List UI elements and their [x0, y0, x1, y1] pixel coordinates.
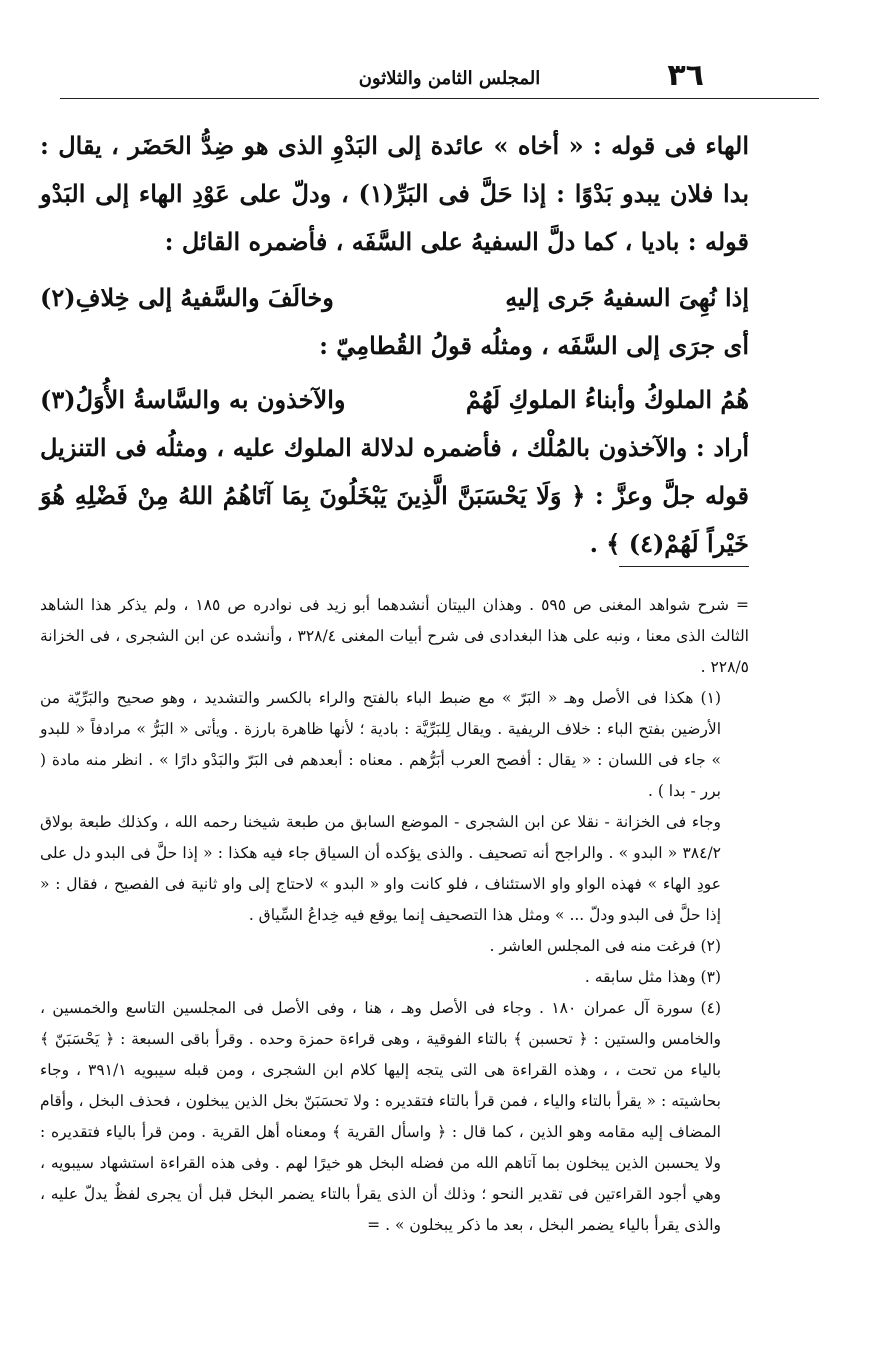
footnotes	[40, 590, 749, 1241]
paragraph-1: الهاء فى قوله : « أخاه » عائدة إلى البَدْوِ الذى هو ضِدُّ الحَضَر ، يقال : بدا فلان يبدو بَدْوًا : إذا حَلَّ فى البَرِّ(١) ، ودلّ على عَوْدِ الهاء إلى البَدْو قوله : باديا ، كما دلَّ السفيهُ على السَّفَه ، فأضمره القائل :	[40, 131, 750, 256]
paragraph-2: أى جرَى إلى السَّفَه ، ومثلُه قولُ القُطامِيّ :	[319, 331, 749, 360]
footnote-4-text: (٤) سورة آل عمران ١٨٠ . وجاء فى الأصل وهـ ، هنا ، وفى الأصل فى المجلسين التاسع والخمسين ، والخامس والستين : ﴿ تحسبن ﴾ بالتاء الفوقية ، وهى قراءة حمزة وحده . وقرأ باقى السبعة : ﴿ يَحْسَبَنّ ﴾ بالياء من تحت ، ، وهذه القراءة هى التى يتجه إليها كلام ابن الشجرى ، ومن قبله سيبويه ٣٩١/١ ، وجاء بحاشيته : « يقرأ بالتاء والياء ، فمن قرأ بالتاء فتقديره : ولا تحسَبَنّ بخل الذين يبخلون ، فحذف البخل ، وأقام المضاف إليه مقامه وهو الذين ، كما قال : ﴿ واسأل القرية ﴾ ومعناه أهل القرية . ومن قرأ بالياء فتقديره : ولا يحسبن الذين يبخلون بما آتاهم الله من فضله البخل هو خيرًا لهم . وفى هذه القراءة استشهاد سيبويه ، وهي أجود القراءتين فى تقدير النحو ؛ وذلك أن الذى يقرأ بالتاء يضمر البخل قبل أن يجرى لفظٌ يدلّ عليه ، والذى يقرأ بالياء يضمر البخل ، بعد ما ذكر يبخلون » .	[40, 999, 722, 1234]
continuation-marker: =	[736, 596, 749, 614]
page-number: ٣٦	[667, 58, 704, 93]
footnote-3: (٣) وهذا مثل سابقه .	[584, 968, 721, 986]
end-continuation-marker: =	[367, 1216, 381, 1234]
footnote-continued	[40, 590, 749, 683]
verse-1-first-hemistich: إذا نُهِىَ السفيهُ جَرى إليهِ	[505, 283, 749, 312]
footnote-continued-text: شرح شواهد المغنى ص ٥٩٥ . وهذان البيتان أنشدهما أبو زيد فى نوادره ص ١٨٥ ، ولم يذكر هذا الشاهد الثالث الذى معنا ، ونبه على هذا البغدادى فى شرح أبيات المغنى ٣٢٨/٤ ، وأنشده عن ابن الشجرى ، فى الخزانة ٢٢٨/٥ .	[40, 596, 749, 676]
footnote-1-continued: وجاء فى الخزانة - نقلا عن ابن الشجرى - الموضع السابق من طبعة شيخنا رحمه الله ، وكذلك طبعة بولاق ٣٨٤/٢ « البدو » . والراجح أنه تصحيف . والذى يؤكده أن السياق جاء فيه هكذا : « إذا حلَّ فى البدو دل على عودِ الهاء » فهذه الواو واو الاستئناف ، فلو كانت واو « البدو » لاحتاج إلى واو ثانية فى الفصيح ، فقال : « إذا حلَّ فى البدو ودلّ ... » ومثل هذا التصحيف إنما يوقع فيه خِداعُ السِّياق .	[40, 813, 721, 924]
main-text	[40, 122, 749, 568]
footnote-4	[40, 993, 749, 1241]
paragraph-3: أراد : والآخذون بالمُلْك ، فأضمره لدلالة الملوك عليه ، ومثلُه فى التنزيل قوله جلَّ وعزَّ : ﴿ وَلَا يَحْسَبَنَّ الَّذِينَ يَبْخَلُونَ بِمَا آتَاهُمُ اللهُ مِنْ فَضْلِهِ هُوَ خَيْراً لَهُمْ(٤) ﴾ .	[40, 433, 749, 558]
footnote-separator	[619, 566, 749, 567]
footnote-1: (١) هكذا فى الأصل وهـ « البَرّ » مع ضبط الباء بالفتح والراء بالكسر والتشديد ، وهو صحيح والبَرِّيّة من الأرضين بفتح الباء : خلاف الريفية . ويقال لِلبَرِّيَّة : بادية ؛ لأنها ظاهرة بارزة . ويأتى « البَرُّ » مرادفاً « للبدو » جاء فى اللسان : « يقال : أفصح العرب أبَرُّهم . معناه : أبعدهم فى البَرّ والبَدْو دارًا » . انظر منه مادة ( برر - بدا ) .	[40, 689, 721, 800]
footnote-2: (٢) فرغت منه فى المجلس العاشر .	[489, 937, 721, 955]
running-head: المجلس الثامن والثلاثون	[358, 68, 541, 89]
verse-line-2	[40, 376, 749, 424]
verse-2-second-hemistich: والآخذون به والسَّاسةُ الأُوَلُ(٣)	[40, 385, 346, 414]
verse-2-first-hemistich: هُمُ الملوكُ وأبناءُ الملوكِ لَهُمْ	[465, 385, 749, 414]
verse-1-second-hemistich: وخالَفَ والسَّفيهُ إلى خِلافِ(٢)	[40, 283, 334, 312]
verse-line-1	[40, 274, 749, 322]
page-header	[60, 58, 819, 99]
